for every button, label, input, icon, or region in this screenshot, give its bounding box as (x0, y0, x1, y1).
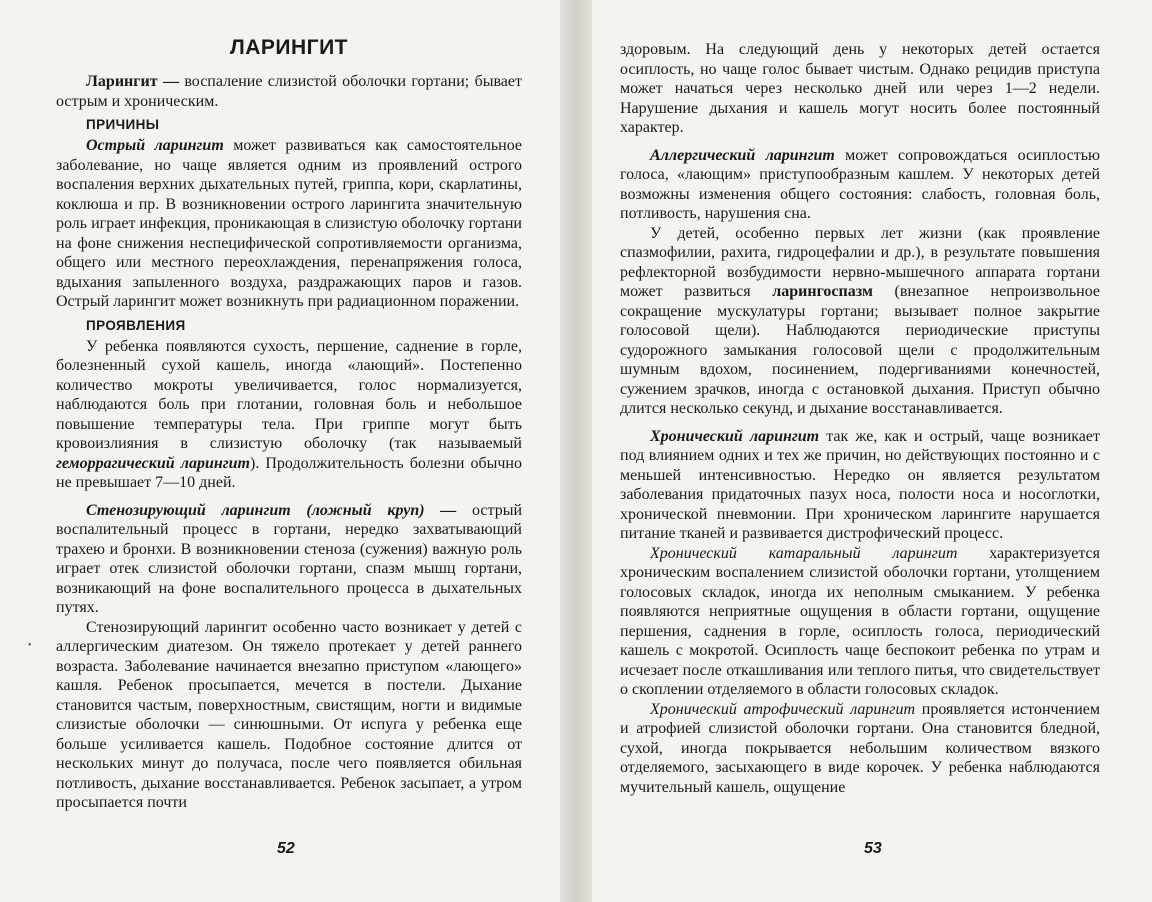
book-gutter (560, 0, 592, 902)
chronic-paragraph (620, 427, 1100, 544)
stenosing-text: острый воспалительный процесс в гортани, нередко захватывающий трахею и бронхи. В возникновении стеноза (сужения) важную роль играет отек слизистой оболочки гортани, спазм мышц гортани, возникающий на фоне воспалительного процесса в дыхательных путях. (56, 501, 523, 616)
stenosing-term: Стенозирующий ларингит (ложный круп) — (86, 501, 457, 519)
intro-paragraph (56, 72, 522, 111)
allergic-paragraph (620, 146, 1100, 224)
spasm-post: (внезапное непроизвольное сокращение мускулатуры гортани; вызывает полное закрытие голосовой щели). Наблюдаются периодические приступы судорожного замыкания голосовой щели с продолжительным шумным вдохом, посинением, подергиваниями конечностей, сужением зрачков, иногда с остановкой дыхания. Приступ обычно длится несколько секунд, и дыхание восстанавливается. (620, 283, 1101, 417)
page-number-left: 52 (277, 840, 295, 857)
catarrhal-term: Хронический катаральный ларингит (650, 544, 958, 562)
symptoms-heading: ПРОЯВЛЕНИЯ (86, 317, 186, 333)
allergic-term: Аллергический ларингит (650, 146, 835, 164)
allergic-text: может сопровождаться осиплостью голоса, «лающим» приступообразным кашлем. У некоторых детей возможны изменения общего состояния: слабость, головная боль, потливость, нарушения сна. (620, 146, 1100, 222)
causes-paragraph (56, 136, 522, 312)
atrophic-text: проявляется истончением и атрофией слизистой оболочки гортани. Она становится бледной, сухой, иногда покрывается небольшим количеством вязкого отделяемого, засыхающего в виде корочек. У ребенка наблюдаются мучительный кашель, ощущение (620, 700, 1100, 796)
right-page (592, 0, 1152, 902)
page-title: ЛАРИНГИТ (230, 36, 348, 59)
symptoms-post: ). Продолжительность болезни обычно не превышает 7—10 дней. (56, 454, 522, 491)
causes-term: Острый ларингит (86, 137, 224, 154)
spasm-term: ларингоспазм (772, 283, 873, 300)
symptoms-term: геморрагический ларингит (56, 454, 250, 472)
catarrhal-paragraph (620, 544, 1100, 700)
spasm-paragraph (620, 224, 1100, 419)
intro-term: Ларингит — (86, 73, 179, 90)
page-number-right: 53 (864, 840, 882, 857)
chronic-text: так же, как и острый, чаще возникает под влиянием одних и тех же причин, но действующих постоянно и с меньшей интенсивностью. Нередко он является результатом заболевания придаточных пазух носа, полости носа и носоглотки, хронической пневмонии. При хроническом ларингите нарушается питание тканей и развивается дистрофический процесс. (620, 427, 1100, 542)
causes-heading: ПРИЧИНЫ (86, 117, 160, 132)
stenosing-paragraph (56, 501, 522, 618)
chronic-term: Хронический ларингит (650, 427, 820, 445)
print-speck: • (28, 640, 32, 651)
causes-text: может развиваться как самостоятельное заболевание, но чаще является одним из проявлений острого воспаления верхних дыхательных путей, гриппа, кори, скарлатины, коклюша и пр. В возникновении острого ларингита значительную роль играет инфекция, проникающая в слизистую оболочку гортани на фоне снижения неспецифической сопротивляемости организма, общего или местного переохлаждения, перенапряжения голоса, вдыхания запыленного воздуха, раздражающих паров и газов. Острый ларингит может возникнуть при радиационном поражении. (56, 137, 523, 310)
symptoms-pre: У ребенка появляются сухость, першение, саднение в горле, болезненный сухой кашель, иногда «лающий». Постепенно количество мокроты увеличивается, голос нормализуется, наблюдаются боль при глотании, головная боль и небольшое повышение температуры тела. При гриппе могут быть кровоизлияния в слизистую оболочку (так называемый (56, 337, 522, 452)
atrophic-term: Хронический атрофический ларингит (650, 700, 916, 718)
spasm-pre: У детей, особенно первых лет жизни (как проявление спазмофилии, рахита, гидроцефалии и др.), в результате повышения рефлекторной возбудимости нервно-мышечного аппарата гортани может развиться (620, 224, 1100, 300)
intro-text: воспаление слизистой оболочки гортани; бывает острым и хроническим. (56, 73, 522, 110)
left-page (0, 0, 560, 902)
atrophic-paragraph (620, 700, 1100, 798)
continuation-paragraph: здоровым. На следующий день у некоторых детей остается осиплость, но чаще голос бывает чистым. Однако рецидив приступа может начаться через несколько дней или через 1—2 недели. Нарушение дыхания и кашель могут носить более постоянный характер. (620, 41, 1100, 136)
catarrhal-text: характеризуется хроническим воспалением слизистой оболочки гортани, утолщением голосовых складок, иногда их неполным смыканием. У ребенка появляются неприятные ощущения в области гортани, ощущение першения, саднения в горле, осиплость голоса, периодический кашель с мокротой. Осиплость чаще беспокоит ребенка по утрам и исчезает после откашливания или теплого питья, что свидетельствует о скоплении отделяемого в области голосовых складок. (620, 544, 1100, 698)
stenosing-paragraph-2: Стенозирующий ларингит особенно часто возникает у детей с аллергическим диатезом. Он тяжело протекает у детей раннего возраста. Заболевание начинается внезапно приступом «лающего» кашля. Ребенок просыпается, мечется в постели. Дыхание становится частым, поверхностным, свистящим, ногти и видимые слизистые оболочки — синюшными. От испуга у ребенка еще больше усиливается кашель. Подобное состояние длится от нескольких минут до получаса, после чего появляется обильная потливость, дыхание восстанавливается. Ребенок засыпает, а утром просыпается почти (56, 618, 522, 811)
symptoms-paragraph (56, 337, 522, 493)
